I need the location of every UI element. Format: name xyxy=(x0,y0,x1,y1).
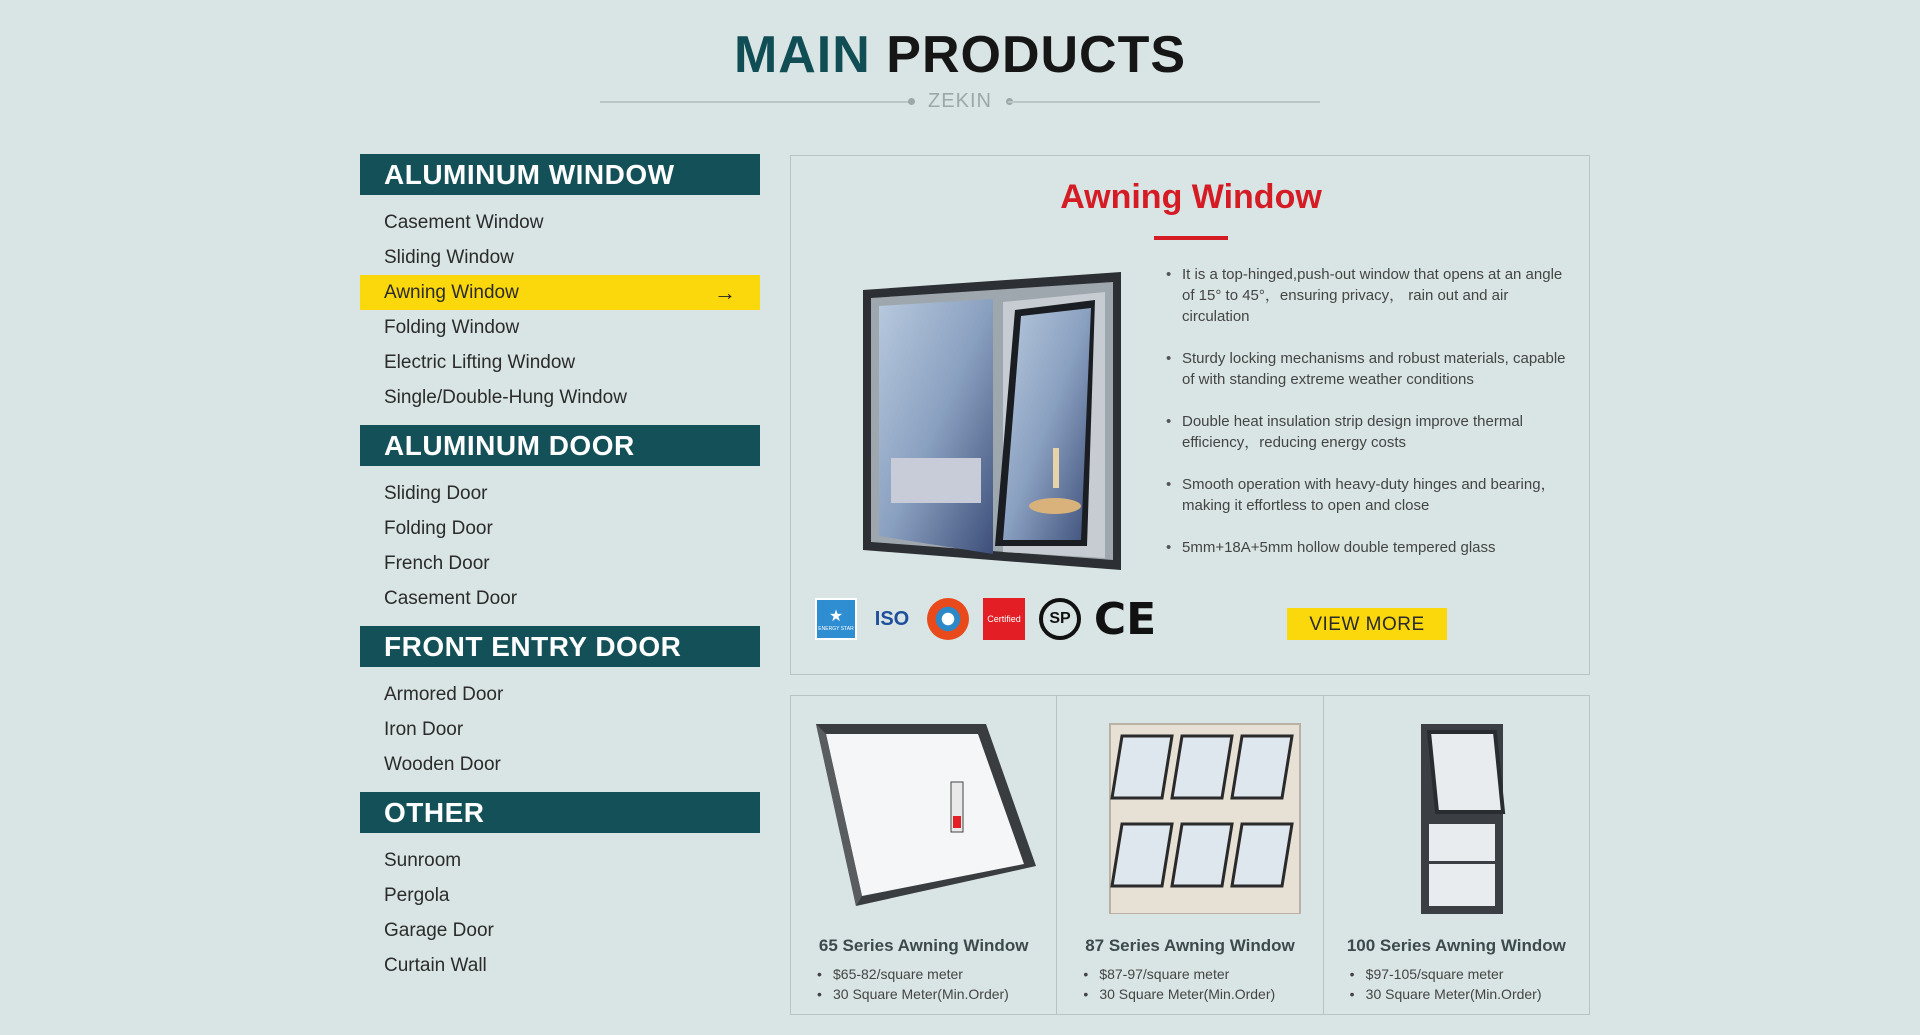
feature-bullet-list xyxy=(1166,264,1566,579)
product-card-grid xyxy=(790,695,1590,1015)
category-header[interactable]: OTHER xyxy=(360,792,760,833)
certification-logos xyxy=(815,593,1169,645)
menu-item-label: Awning Window xyxy=(384,282,519,303)
category-front-entry-door xyxy=(360,626,760,792)
menu-item-sliding-door[interactable]: Sliding Door xyxy=(384,483,488,504)
energy-star-icon: ★ ENERGY STAR xyxy=(815,598,857,640)
menu-item-garage-door[interactable]: Garage Door xyxy=(384,920,494,941)
feature-bullet: • Smooth operation with heavy-duty hinges and bearing， making it effortless to open and close xyxy=(1166,474,1566,516)
product-moq: • 30 Square Meter(Min.Order) xyxy=(1350,984,1542,1004)
featured-product-panel xyxy=(790,155,1590,675)
menu-item-electric-lifting-window[interactable]: Electric Lifting Window xyxy=(384,352,576,373)
arrow-right-icon: → xyxy=(714,280,736,305)
view-more-button[interactable]: VIEW MORE xyxy=(1287,608,1447,640)
subtitle-divider xyxy=(600,90,1320,114)
page-title-part1: MAIN xyxy=(733,26,871,84)
page-title xyxy=(0,24,1920,86)
product-details xyxy=(817,964,1009,1004)
green-cert-icon xyxy=(927,598,969,640)
category-header[interactable]: ALUMINUM DOOR xyxy=(360,425,760,466)
category-aluminum-window xyxy=(360,154,760,425)
menu-item-sunroom[interactable]: Sunroom xyxy=(384,850,462,871)
product-card[interactable] xyxy=(1324,696,1589,1014)
category-menu xyxy=(360,154,760,993)
product-moq: • 30 Square Meter(Min.Order) xyxy=(1083,984,1275,1004)
product-image-65-series xyxy=(806,716,1042,914)
page-title-part2: PRODUCTS xyxy=(886,26,1187,84)
product-price: • $87-97/square meter xyxy=(1083,964,1275,984)
awning-window-image xyxy=(855,268,1125,573)
product-card[interactable] xyxy=(791,696,1057,1014)
menu-item-folding-door[interactable]: Folding Door xyxy=(384,518,493,539)
menu-item-iron-door[interactable]: Iron Door xyxy=(384,719,464,740)
menu-item-wooden-door[interactable]: Wooden Door xyxy=(384,754,501,775)
product-details xyxy=(1083,964,1275,1004)
product-price: • $65-82/square meter xyxy=(817,964,1009,984)
feature-bullet: • It is a top-hinged,push-out window that opens at an angle of 15° to 45°，ensuring privacy， rain out and air circulation xyxy=(1166,264,1566,327)
feature-bullet: • Sturdy locking mechanisms and robust materials, capable of with standing extreme weather conditions xyxy=(1166,348,1566,390)
ce-mark-icon: CE xyxy=(1093,593,1157,645)
feature-bullet: • Double heat insulation strip design improve thermal efficiency，reducing energy costs xyxy=(1166,411,1566,453)
iso-icon: ISO xyxy=(874,607,910,630)
menu-item-french-door[interactable]: French Door xyxy=(384,553,490,574)
product-name[interactable]: 87 Series Awning Window xyxy=(1085,936,1295,955)
product-card[interactable] xyxy=(1057,696,1323,1014)
menu-item-awning-window[interactable] xyxy=(360,275,760,310)
category-other xyxy=(360,792,760,993)
title-underline xyxy=(1154,236,1228,240)
brand-subtitle: ZEKIN xyxy=(928,90,992,112)
menu-item-single-double-hung-window[interactable]: Single/Double-Hung Window xyxy=(384,387,627,408)
product-image-100-series xyxy=(1339,716,1575,914)
category-aluminum-door xyxy=(360,425,760,626)
featured-product-title: Awning Window xyxy=(1060,178,1322,216)
menu-item-sliding-window[interactable]: Sliding Window xyxy=(384,247,514,268)
menu-item-armored-door[interactable]: Armored Door xyxy=(384,684,504,705)
product-name[interactable]: 65 Series Awning Window xyxy=(818,936,1029,955)
feature-bullet: • 5mm+18A+5mm hollow double tempered glass xyxy=(1166,537,1566,558)
csa-icon: SP xyxy=(1039,598,1081,640)
product-moq: • 30 Square Meter(Min.Order) xyxy=(817,984,1009,1004)
product-name[interactable]: 100 Series Awning Window xyxy=(1346,936,1566,955)
menu-item-pergola[interactable]: Pergola xyxy=(384,885,450,906)
menu-item-folding-window[interactable]: Folding Window xyxy=(384,317,520,338)
menu-item-curtain-wall[interactable]: Curtain Wall xyxy=(384,955,487,976)
fire-rating-icon: Certified xyxy=(983,598,1025,640)
page-header xyxy=(0,24,1920,86)
product-price: • $97-105/square meter xyxy=(1350,964,1542,984)
menu-item-casement-window[interactable]: Casement Window xyxy=(384,212,544,233)
product-image-87-series xyxy=(1072,716,1308,914)
category-header[interactable]: ALUMINUM WINDOW xyxy=(360,154,760,195)
menu-item-casement-door[interactable]: Casement Door xyxy=(384,588,518,609)
product-details xyxy=(1350,964,1542,1004)
category-header[interactable]: FRONT ENTRY DOOR xyxy=(360,626,760,667)
